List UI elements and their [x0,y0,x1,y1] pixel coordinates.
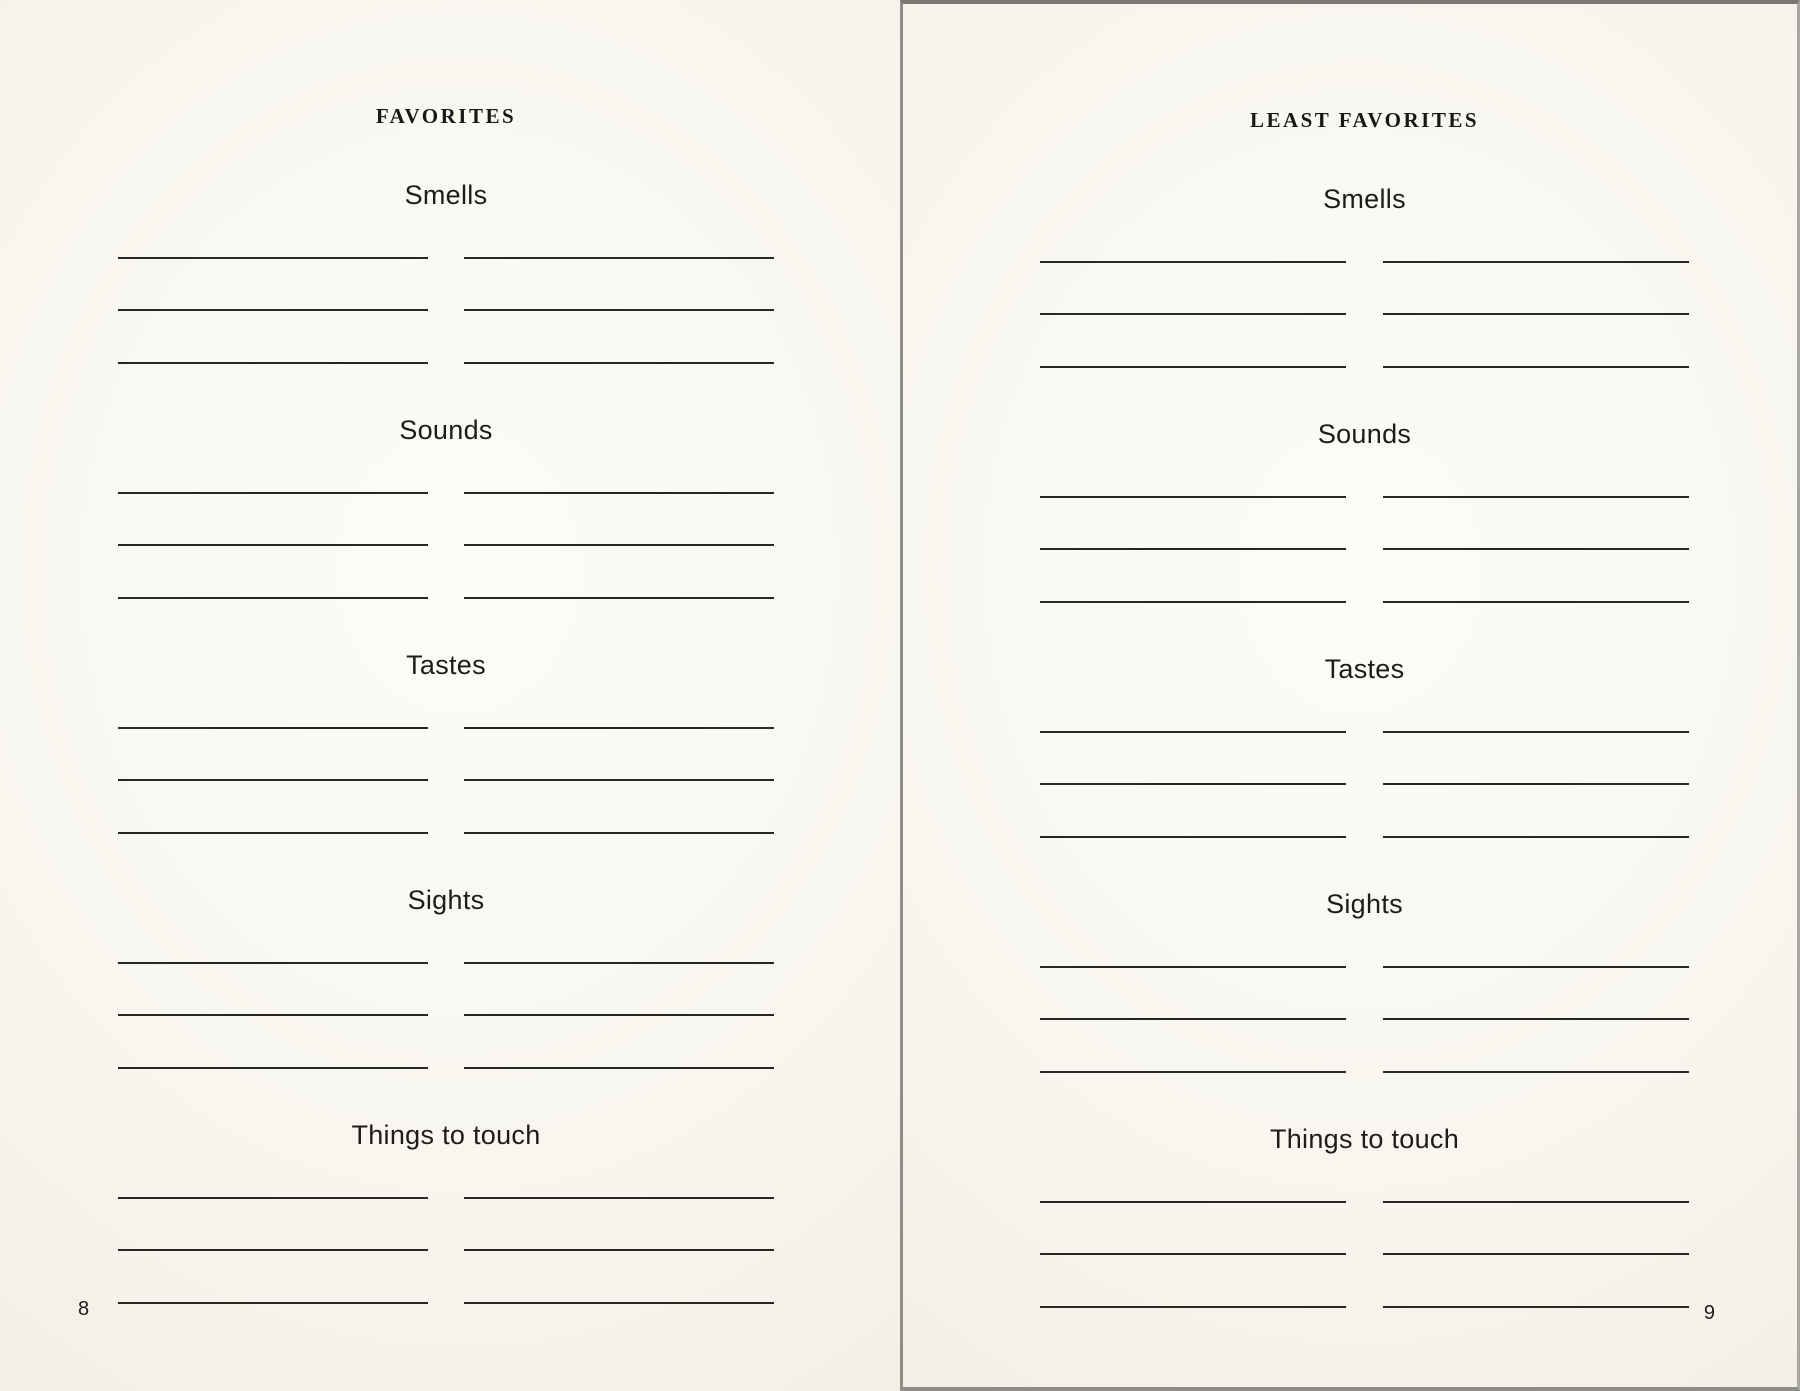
writing-line [1383,601,1689,603]
writing-line [1383,261,1689,263]
writing-line [1040,601,1346,603]
writing-line [464,1249,774,1251]
writing-line [464,362,774,364]
section-heading: Sounds [1317,419,1412,449]
writing-line [118,832,428,834]
writing-line [1383,966,1689,968]
blank-line-row [1040,366,1689,368]
page-favorites-content [118,0,774,1391]
blank-line-row [1040,261,1689,263]
blank-line-row [118,1197,774,1199]
blank-line-row [1040,496,1689,498]
blank-line-row [118,832,774,834]
writing-line [464,1067,774,1069]
writing-line [1383,836,1689,838]
writing-line [464,962,774,964]
writing-line [1040,966,1346,968]
writing-line [118,597,428,599]
blank-line-row [118,362,774,364]
writing-line [464,832,774,834]
section-heading: Sounds [399,415,493,445]
writing-line [1040,1071,1346,1073]
writing-line [1040,731,1346,733]
page-number: 9 [1703,1302,1715,1324]
writing-line [118,779,428,781]
writing-line [118,309,428,311]
page-number: 8 [78,1298,90,1320]
section-things-to-touch [118,1119,774,1354]
writing-line [1040,366,1346,368]
blank-line-row [118,544,774,546]
writing-line [118,544,428,546]
writing-line [464,1302,774,1304]
writing-line [118,492,428,494]
blank-line-row [1040,1253,1689,1255]
section-heading: Sights [1326,889,1403,919]
writing-line [118,727,428,729]
writing-line [1383,1306,1689,1308]
section-heading: Sights [407,885,485,915]
page-least-favorites [900,0,1800,1391]
section-sounds [1040,418,1689,653]
writing-line [464,544,774,546]
blank-line-row [1040,783,1689,785]
writing-line [1040,261,1346,263]
blank-line-row [118,779,774,781]
page-least-favorites-content [1040,4,1689,1387]
writing-line [118,962,428,964]
section-tastes [1040,653,1689,888]
blank-line-row [1040,313,1689,315]
writing-line [1040,313,1346,315]
section-smells [118,179,774,414]
blank-line-row [1040,966,1689,968]
sections-favorites [118,179,774,1354]
blank-line-row [118,257,774,259]
section-things-to-touch [1040,1123,1689,1358]
writing-line [1040,548,1346,550]
section-sights [1040,888,1689,1123]
section-heading: Tastes [406,650,486,680]
writing-line [1383,1253,1689,1255]
blank-line-row [1040,1018,1689,1020]
blank-line-row [1040,731,1689,733]
section-heading: Things to touch [351,1120,541,1150]
writing-line [1040,783,1346,785]
writing-line [1383,1201,1689,1203]
writing-line [1383,366,1689,368]
writing-line [464,1014,774,1016]
blank-line-row [118,1302,774,1304]
blank-line-row [1040,1201,1689,1203]
writing-line [1383,783,1689,785]
writing-line [1383,496,1689,498]
writing-line [464,1197,774,1199]
writing-line [464,492,774,494]
writing-line [118,1014,428,1016]
writing-line [118,1302,428,1304]
writing-line [1040,496,1346,498]
section-sounds [118,414,774,649]
section-smells [1040,183,1689,418]
section-tastes [118,649,774,884]
blank-line-row [118,492,774,494]
writing-line [1383,548,1689,550]
writing-line [1383,313,1689,315]
section-heading: Things to touch [1269,1124,1460,1154]
writing-line [1383,1018,1689,1020]
blank-line-row [1040,836,1689,838]
writing-line [1383,1071,1689,1073]
blank-line-row [118,597,774,599]
blank-line-row [118,962,774,964]
sections-least-favorites [1040,183,1689,1358]
section-heading: Smells [1323,184,1406,214]
writing-line [464,597,774,599]
blank-line-row [1040,601,1689,603]
writing-line [464,779,774,781]
writing-line [118,1249,428,1251]
section-heading: Smells [404,180,488,210]
page-title: FAVORITES [375,104,517,128]
writing-line [1040,1306,1346,1308]
blank-line-row [1040,1071,1689,1073]
writing-line [118,1067,428,1069]
writing-line [1040,1201,1346,1203]
blank-line-row [1040,548,1689,550]
writing-line [118,1197,428,1199]
writing-line [1040,836,1346,838]
blank-line-row [118,1014,774,1016]
blank-line-row [118,727,774,729]
writing-line [464,257,774,259]
blank-line-row [118,309,774,311]
writing-line [1040,1253,1346,1255]
writing-line [1383,731,1689,733]
blank-line-row [118,1249,774,1251]
page-title: LEAST FAVORITES [1249,108,1480,132]
blank-line-row [118,1067,774,1069]
writing-line [1040,1018,1346,1020]
writing-line [118,362,428,364]
writing-line [464,727,774,729]
section-heading: Tastes [1324,654,1405,684]
writing-line [118,257,428,259]
section-sights [118,884,774,1119]
blank-line-row [1040,1306,1689,1308]
writing-line [464,309,774,311]
